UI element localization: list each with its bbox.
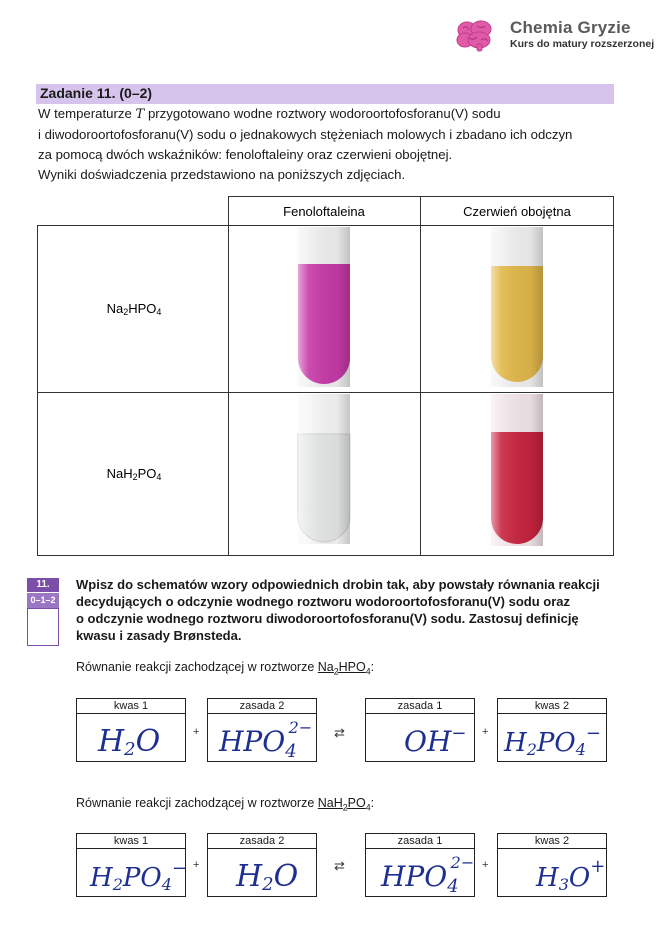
exercise-number-badge: 11. — [27, 578, 59, 592]
eq2-plus-1: + — [193, 859, 200, 871]
exercise-instruction — [76, 576, 636, 644]
eq1-handwritten-answers — [76, 713, 606, 763]
eq1-answer-h2po4: H2PO4− — [504, 723, 601, 759]
intro-line-3: za pomocą dwóch wskaźników: fenoloftaleiny oraz czerwieni obojętnej. — [38, 147, 453, 162]
eq2-box-acid2[interactable]: kwas 2 — [497, 833, 607, 897]
eq1-box-acid1[interactable]: kwas 1 — [76, 698, 186, 762]
intro-line-1: W temperaturze T przygotowano wodne roztwory wodoroortofosforanu(V) sodu — [38, 106, 501, 122]
eq1-box-acid2[interactable]: kwas 2 — [497, 698, 607, 762]
score-box — [27, 608, 59, 646]
col-header-phenolphthalein: Fenoloftaleina — [283, 204, 365, 219]
row-label-na2hpo4: Na2HPO4 — [106, 301, 162, 317]
eq2-box-acid1[interactable]: kwas 1 — [76, 833, 186, 897]
eq2-answer-h2o: H2O — [236, 859, 299, 895]
eq2-handwritten-answers — [76, 848, 606, 898]
eq2-plus-2: + — [482, 859, 489, 871]
task-title: Zadanie 11. (0–2) — [40, 85, 153, 101]
instr-line-2: decydujących o odczynie wodnego roztworu wodoroortofosforanu(V) sodu oraz — [76, 594, 571, 609]
col-header-neutral-red: Czerwień obojętna — [463, 204, 571, 219]
results-table — [37, 196, 614, 556]
brand-subtitle: Kurs do matury rozszerzonej — [510, 38, 655, 50]
eq1-answer-h2o: H2O — [98, 724, 161, 760]
eq1-plus-1: + — [193, 726, 200, 738]
test-tube-phenol-nah2po4 — [298, 394, 350, 544]
eq1-box-base2[interactable]: zasada 2 — [207, 698, 317, 762]
eq2-equilibrium-icon: ⇄ — [334, 858, 345, 873]
test-tube-neutral-red-na2hpo4 — [491, 227, 543, 387]
eq2-answer-h3o: H3O+ — [536, 856, 606, 894]
eq1-answer-oh: OH− — [404, 723, 467, 758]
intro-line-4: Wyniki doświadczenia przedstawiono na poniższych zdjęciach. — [38, 167, 406, 182]
eq2-box-base1[interactable]: zasada 1 — [365, 833, 475, 897]
eq2-answer-h2po4: H2PO4− — [90, 858, 187, 894]
equation-1-label: Równanie reakcji zachodzącej w roztworze $Na_2HPO_4$: — [76, 660, 375, 677]
task-intro — [38, 104, 628, 185]
eq2-box-base2[interactable]: zasada 2 — [207, 833, 317, 897]
equation-2-label: Równanie reakcji zachodzącej w roztworze $NaH_2PO_4$: — [76, 796, 375, 813]
brain-logo-icon — [455, 18, 495, 52]
eq1-box-base1[interactable]: zasada 1 — [365, 698, 475, 762]
instr-line-4: kwasu i zasady Brønsteda. — [76, 628, 242, 643]
exercise-points-badge: 0–1–2 — [27, 593, 59, 608]
eq2-answer-hpo4: $HPO_42-$ — [381, 853, 475, 897]
test-tube-phenol-na2hpo4 — [298, 227, 350, 387]
instr-line-3: o odczynie wodnego roztworu diwodoroortofosforanu(V) sodu. Zastosuj definicję — [76, 611, 579, 626]
brand-title: Chemia Gryzie — [510, 18, 631, 37]
eq1-equilibrium-icon: ⇄ — [334, 725, 345, 740]
eq1-answer-hpo4: $HPO_42-$ — [219, 718, 313, 762]
row-label-nah2po4: NaH2PO4 — [106, 466, 162, 482]
test-tube-neutral-red-nah2po4 — [491, 394, 543, 546]
eq1-plus-2: + — [482, 726, 489, 738]
intro-line-2: i diwodoroortofosforanu(V) sodu o jednakowych stężeniach molowych i zbadano ich odczyn — [38, 127, 573, 142]
instr-line-1: Wpisz do schematów wzory odpowiednich drobin tak, aby powstały równania reakcji — [76, 577, 600, 592]
